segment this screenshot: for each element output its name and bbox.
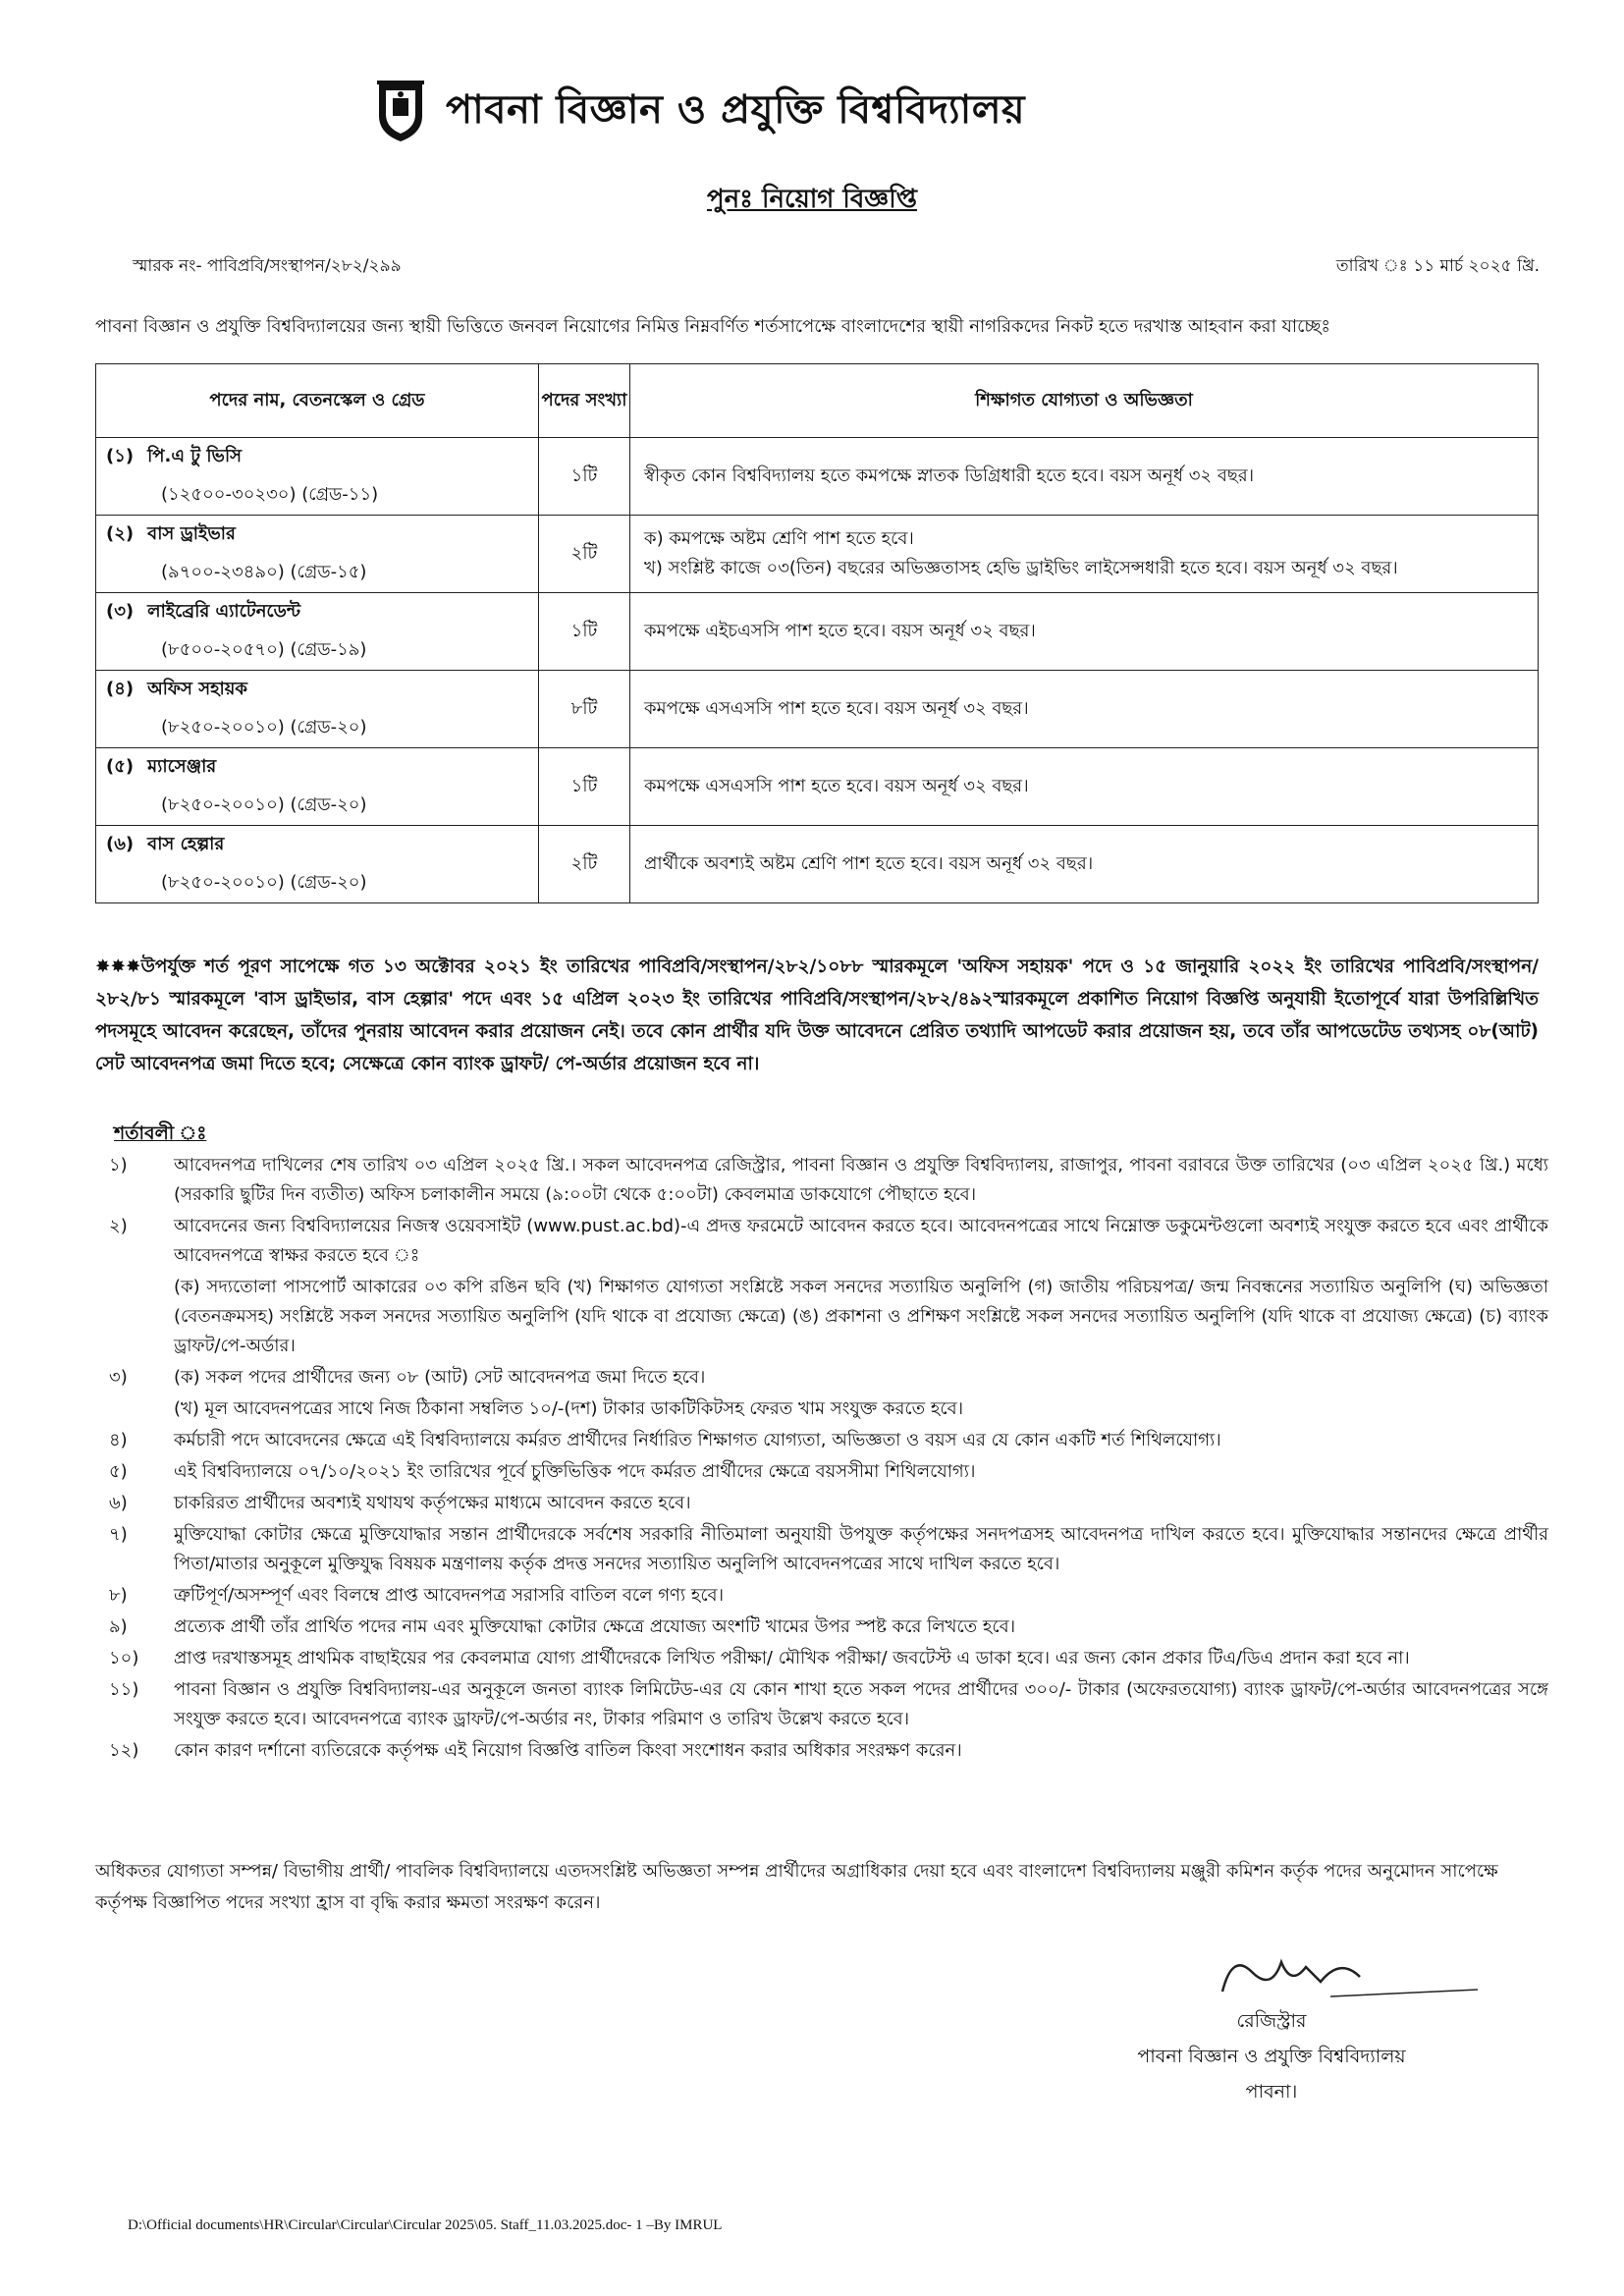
table-row xyxy=(96,438,1539,516)
condition-item: ৬) চাকরিরত প্রার্থীদের অবশ্যই যথাযথ কর্তৃপক্ষের মাধ্যমে আবেদন করতে হবে। xyxy=(109,1493,691,1513)
post-count: ১টি xyxy=(539,438,630,516)
university-logo-icon xyxy=(373,77,428,145)
condition-item: (খ) মূল আবেদনপত্রের সাথে নিজ ঠিকানা সম্বলিত ১০/-(দশ) টাকার ডাকটিকিটসহ ফেরত খাম সংযুক্ত করতে হবে। xyxy=(174,1398,964,1419)
condition-item: ১০) প্রাপ্ত দরখাস্তসমূহ প্রাথমিক বাছাইয়ের পর কেবলমাত্র যোগ্য প্রার্থীদেরকে লিখিত পরীক্ষা/ মৌখিক পরীক্ষা/ জবটেস্ট এ ডাকা হবে। এর জন্য কোন প্রকার টিএ/ডিএ প্রদান করা হবে না। xyxy=(109,1648,1410,1668)
qualification-extra: খ) সংশ্লিষ্ট কাজে ০৩(তিন) বছরের অভিজ্ঞতাসহ হেভি ড্রাইভিং লাইসেন্সধারী হতে হবে। বয়স অনূর্ধ ৩২ বছর। xyxy=(644,558,1398,578)
condition-item: ৭) মুক্তিযোদ্ধা কোটার ক্ষেত্রে মুক্তিযোদ্ধার সন্তান প্রার্থীদেরকে সর্বশেষ সরকারি নীতিমালা অনুযায়ী উপযুক্ত কর্তৃপক্ষের সনদপত্রসহ আবেদনপত্র দাখিল করতে হবে। মুক্তিযোদ্ধার সন্তানদের ক্ষেত্রে প্রার্থীর পিতা/মাতার অনুকূলে মুক্তিযুদ্ধ বিষয়ক মন্ত্রণালয় কর্তৃক প্রদত্ত সনদের সত্যায়িত অনুলিপি আবেদনপত্রের সাথে দাখিল করতে হবে। xyxy=(109,1524,1548,1574)
table-row xyxy=(96,748,1539,826)
qualification: কমপক্ষে এসএসসি পাশ হতে হবে। বয়স অনূর্ধ ৩২ বছর। xyxy=(644,776,1029,796)
notice-date: তারিখ ঃ ১১ মার্চ ২০২৫ খ্রি. xyxy=(1335,256,1540,276)
pay-scale: (৮২৫০-২০০১০) (গ্রেড-২০) xyxy=(161,717,367,738)
signatory-title: রেজিস্ট্রার xyxy=(1236,2010,1307,2032)
conditions-title: শর্তাবলী ঃ xyxy=(114,1122,207,1144)
university-title: পাবনা বিজ্ঞান ও প্রযুক্তি বিশ্ববিদ্যালয় xyxy=(446,86,1026,133)
signatory-place: পাবনা। xyxy=(1245,2081,1298,2103)
posts-table xyxy=(95,363,1539,903)
post-count: ১টি xyxy=(539,593,630,671)
post-name: অফিস সহায়ক xyxy=(147,679,247,699)
header-qualification: শিক্ষাগত যোগ্যতা ও অভিজ্ঞতা xyxy=(630,364,1539,438)
post-name: পি.এ টু ভিসি xyxy=(147,446,242,466)
post-number: (২) xyxy=(106,523,135,544)
table-row xyxy=(96,593,1539,671)
post-number: (৪) xyxy=(106,679,135,699)
condition-item: ১২) কোন কারণ দর্শানো ব্যতিরেকে কর্তৃপক্ষ এই নিয়োগ বিজ্ঞপ্তি বাতিল কিংবা সংশোধন করার অধিকার সংরক্ষণ করেন। xyxy=(109,1740,962,1761)
table-row xyxy=(96,516,1539,593)
pay-scale: (৯৭০০-২৩৪৯০) (গ্রেড-১৫) xyxy=(161,562,367,582)
header xyxy=(373,77,1025,145)
memo-number: স্মারক নং- পাবিপ্রবি/সংস্থাপন/২৮২/২৯৯ xyxy=(133,256,402,276)
table-row xyxy=(96,671,1539,748)
post-count: ৮টি xyxy=(539,671,630,748)
post-number: (৫) xyxy=(106,756,135,777)
qualification: প্রার্থীকে অবশ্যই অষ্টম শ্রেণি পাশ হতে হবে। বয়স অনূর্ধ ৩২ বছর। xyxy=(644,853,1094,874)
pay-scale: (৮৫০০-২০৫৭০) (গ্রেড-১৯) xyxy=(161,639,367,660)
header-count: পদের সংখ্যা xyxy=(539,364,630,438)
condition-item: ৫) এই বিশ্ববিদ্যালয়ে ০৭/১০/২০২১ ইং তারিখের পূর্বে চুক্তিভিত্তিক পদে কর্মরত প্রার্থীদের ক্ষেত্রে বয়সসীমা শিথিলযোগ্য। xyxy=(109,1461,976,1482)
pay-scale: (১২৫০০-৩০২৩০) (গ্রেড-১১) xyxy=(161,484,379,505)
post-name: ম্যাসেঞ্জার xyxy=(147,756,217,777)
handwritten-signature xyxy=(1213,1942,1488,2003)
table-header-row xyxy=(96,364,1539,438)
pay-scale: (৮২৫০-২০০১০) (গ্রেড-২০) xyxy=(161,872,367,893)
post-count: ২টি xyxy=(539,516,630,593)
notice-title xyxy=(0,179,1624,222)
condition-item: ৩) (ক) সকল পদের প্রার্থীদের জন্য ০৮ (আট) সেট আবেদনপত্র জমা দিতে হবে। xyxy=(109,1367,706,1388)
post-name: বাস ড্রাইভার xyxy=(147,523,236,544)
intro-paragraph: পাবনা বিজ্ঞান ও প্রযুক্তি বিশ্ববিদ্যালয়ের জন্য স্থায়ী ভিত্তিতে জনবল নিয়োগের নিমিত্ত নিম্নবর্ণিত শর্তসাপেক্ষে বাংলাদেশের স্থায়ী নাগরিকদের নিকট হতে দরখাস্ত আহবান করা যাচ্ছেঃ xyxy=(95,316,1330,337)
pay-scale: (৮২৫০-২০০১০) (গ্রেড-২০) xyxy=(161,794,367,815)
condition-item: ২) আবেদনের জন্য বিশ্ববিদ্যালয়ের নিজস্ব ওয়েবসাইট (www.pust.ac.bd)-এ প্রদত্ত ফরমেটে আবেদন করতে হবে। আবেদনপত্রের সাথে নিম্নোক্ত ডকুমেন্টগুলো অবশ্যই সংযুক্ত করতে হবে এবং প্রার্থীকে আবেদনপত্রে স্বাক্ষর করতে হবে ঃ xyxy=(109,1216,1548,1266)
post-name: লাইব্রেরি এ্যাটেনডেন্ট xyxy=(147,601,301,622)
footer-paragraph: অধিকতর যোগ্যতা সম্পন্ন/ বিভাগীয় প্রার্থী/ পাবলিক বিশ্ববিদ্যালয়ে এতদসংশ্লিষ্ট অভিজ্ঞতা সম্পন্ন প্রার্থীদের অগ্রাধিকার দেয়া হবে এবং বাংলাদেশ বিশ্ববিদ্যালয় মঞ্জুরী কমিশন কর্তৃক পদের অনুমোদন সাপেক্ষে কর্তৃপক্ষ বিজ্ঞাপিত পদের সংখ্যা হ্রাস বা বৃদ্ধি করার ক্ষমতা সংরক্ষণ করেন। xyxy=(95,1861,1498,1913)
post-name: বাস হেল্পার xyxy=(147,834,225,854)
post-count: ১টি xyxy=(539,748,630,826)
condition-item: ১) আবেদনপত্র দাখিলের শেষ তারিখ ০৩ এপ্রিল ২০২৫ খ্রি.। সকল আবেদনপত্র রেজিস্ট্রার, পাবনা বিজ্ঞান ও প্রযুক্তি বিশ্ববিদ্যালয়, রাজাপুর, পাবনা বরাবরে উক্ত তারিখের (০৩ এপ্রিল ২০২৫ খ্রি.) মধ্যে (সরকারি ছুটির দিন ব্যতীত) অফিস চলাকালীন সময়ে (৯:০০টা থেকে ৫:০০টা) কেবলমাত্র ডাকযোগে পৌছাতে হবে। xyxy=(109,1155,1548,1205)
qualification: ক) কমপক্ষে অষ্টম শ্রেণি পাশ হতে হবে। xyxy=(644,528,914,549)
condition-item: ৯) প্রত্যেক প্রার্থী তাঁর প্রার্থিত পদের নাম এবং মুক্তিযোদ্ধা কোটার ক্ষেত্রে প্রযোজ্য অংশটি খামের উপর স্পষ্ট করে লিখতে হবে। xyxy=(109,1616,1016,1637)
table-row xyxy=(96,826,1539,903)
previous-applicants-note: ✸✸✸উপর্যুক্ত শর্ত পূরণ সাপেক্ষে গত ১৩ অক্টোবর ২০২১ ইং তারিখের পাবিপ্রবি/সংস্থাপন/২৮২/১০৮৮ স্মারকমূলে 'অফিস সহায়ক' পদে ও ১৫ জানুয়ারি ২০২২ ইং তারিখের পাবিপ্রবি/সংস্থাপন/২৮২/৮১ স্মারকমূলে 'বাস ড্রাইভার, বাস হেল্পার' পদে এবং ১৫ এপ্রিল ২০২৩ ইং তারিখের পাবিপ্রবি/সংস্থাপন/২৮২/৪৯২স্মারকমূলে প্রকাশিত নিয়োগ বিজ্ঞপ্তি অনুযায়ী ইতোপূর্বে যারা উপরিল্লিখিত পদসমূহে আবেদন করেছেন, তাঁদের পুনরায় আবেদন করার প্রয়োজন নেই। তবে কোন প্রার্থীর যদি উক্ত আবেদনে প্রেরিত তথ্যাদি আপডেট করার প্রয়োজন হয়, তবে তাঁর আপডেটেড তথ্যসহ ০৮(আট) সেট আবেদনপত্র জমা দিতে হবে; সেক্ষেত্রে কোন ব্যাংক ড্রাফট/ পে-অর্ডার প্রয়োজন হবে না। xyxy=(95,957,1539,1074)
post-number: (১) xyxy=(106,446,135,466)
post-count: ২টি xyxy=(539,826,630,903)
qualification: স্বীকৃত কোন বিশ্ববিদ্যালয় হতে কমপক্ষে স্নাতক ডিগ্রিধারী হতে হবে। বয়স অনূর্ধ ৩২ বছর। xyxy=(644,465,1255,486)
file-path: D:\Official documents\HR\Circular\Circular\Circular 2025\05. Staff_11.03.2025.doc- 1 –By IMRUL xyxy=(128,2217,723,2233)
conditions-list xyxy=(95,1151,1548,1768)
condition-item: (ক) সদ্যতোলা পাসপোর্ট আকারের ০৩ কপি রঙিন ছবি (খ) শিক্ষাগত যোগ্যতা সংশ্লিষ্টে সকল সনদের সত্যায়িত অনুলিপি (গ) জাতীয় পরিচয়পত্র/ জন্ম নিবন্ধনের সত্যায়িত অনুলিপি (ঘ) অভিজ্ঞতা (বেতনক্রমসহ) সংশ্লিষ্টে সকল সনদের সত্যায়িত অনুলিপি (যদি থাকে বা প্রযোজ্য ক্ষেত্রে) (ঙ) প্রকাশনা ও প্রশিক্ষণ সংশ্লিষ্টে সকল সনদের সত্যায়িত অনুলিপি (যদি থাকে বা প্রযোজ্য ক্ষেত্রে) (চ) ব্যাংক ড্রাফট/পে-অর্ডার। xyxy=(174,1277,1548,1356)
condition-item: ৪) কর্মচারী পদে আবেদনের ক্ষেত্রে এই বিশ্ববিদ্যালয়ে কর্মরত প্রার্থীদের নির্ধারিত শিক্ষাগত যোগ্যতা, অভিজ্ঞতা ও বয়স এর যে কোন একটি শর্ত শিথিলযোগ্য। xyxy=(109,1430,1221,1450)
qualification: কমপক্ষে এইচএসসি পাশ হতে হবে। বয়স অনূর্ধ ৩২ বছর। xyxy=(644,621,1036,641)
condition-item: ১১) পাবনা বিজ্ঞান ও প্রযুক্তি বিশ্ববিদ্যালয়-এর অনুকূলে জনতা ব্যাংক লিমিটেড-এর যে কোন শাখা হতে সকল পদের প্রার্থীদের ৩০০/- টাকার (অফেরতযোগ্য) ব্যাংক ড্রাফট/পে-অর্ডার আবেদনপত্রের সঙ্গে সংযুক্ত করতে হবে। আবেদনপত্রে ব্যাংক ড্রাফট/পে-অর্ডার নং, টাকার পরিমাণ ও তারিখ উল্লেখ করতে হবে। xyxy=(109,1679,1548,1729)
header-post: পদের নাম, বেতনস্কেল ও গ্রেড xyxy=(96,364,539,438)
post-number: (৩) xyxy=(106,601,135,622)
notice-title-text: পুনঃ নিয়োগ বিজ্ঞপ্তি xyxy=(706,185,918,214)
signatory-org: পাবনা বিজ্ঞান ও প্রযুক্তি বিশ্ববিদ্যালয় xyxy=(1137,2046,1406,2067)
signatory-block xyxy=(1080,2003,1463,2109)
post-number: (৬) xyxy=(106,834,135,854)
condition-item: ৮) ত্রুটিপূর্ণ/অসম্পূর্ণ এবং বিলম্বে প্রাপ্ত আবেদনপত্র সরাসরি বাতিল বলে গণ্য হবে। xyxy=(109,1585,725,1606)
qualification: কমপক্ষে এসএসসি পাশ হতে হবে। বয়স অনূর্ধ ৩২ বছর। xyxy=(644,698,1029,719)
